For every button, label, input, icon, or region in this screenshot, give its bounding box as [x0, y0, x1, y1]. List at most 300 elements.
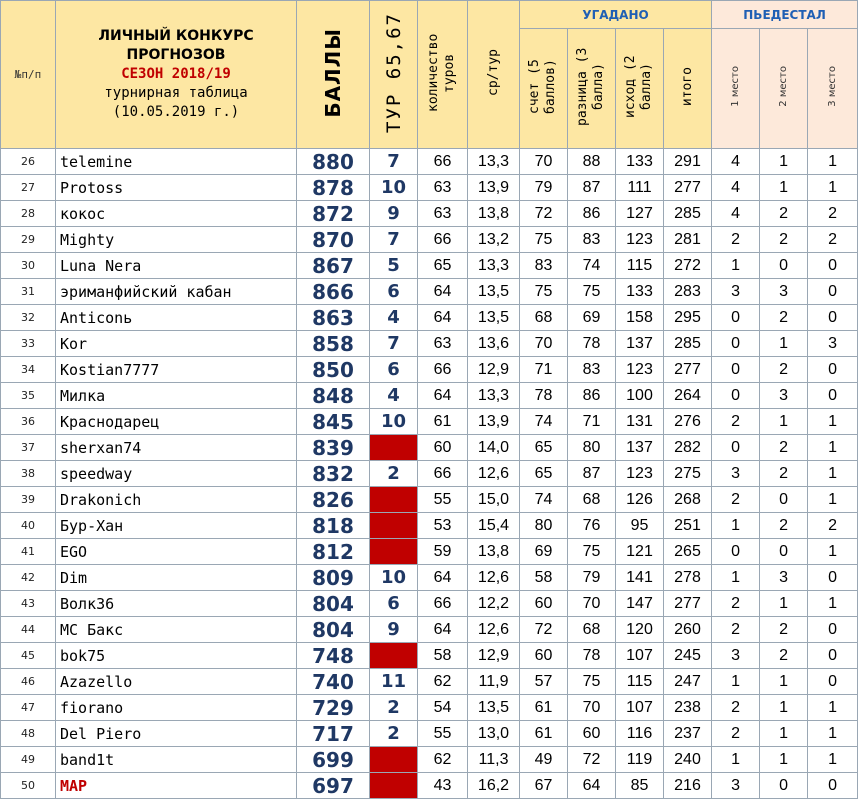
tours-count-cell: 53	[418, 513, 468, 539]
score-cell: 72	[520, 617, 568, 643]
avg-cell: 13,3	[468, 383, 520, 409]
tour-cell: 4	[370, 305, 418, 331]
avg-cell: 13,6	[468, 331, 520, 357]
outcome-cell: 115	[616, 253, 664, 279]
participant-name: Del Piero	[56, 721, 297, 747]
title-line1: ЛИЧНЫЙ КОНКУРС	[98, 28, 254, 44]
score-cell: 70	[520, 331, 568, 357]
row-number: 46	[1, 669, 56, 695]
score-cell: 74	[520, 409, 568, 435]
title-line2: ПРОГНОЗОВ	[126, 47, 226, 63]
points-cell: 863	[297, 305, 370, 331]
score-cell: 65	[520, 435, 568, 461]
table-row	[1, 383, 858, 409]
tours-count-cell: 55	[418, 721, 468, 747]
outcome-cell: 116	[616, 721, 664, 747]
row-number: 26	[1, 149, 56, 175]
place1-label: 1 место	[730, 66, 742, 107]
place2-cell: 3	[760, 279, 808, 305]
outcome-label: исход (2 балла)	[622, 55, 654, 118]
tour-cell: 9	[370, 201, 418, 227]
place1-cell: 2	[712, 227, 760, 253]
table-row	[1, 331, 858, 357]
row-number: 36	[1, 409, 56, 435]
place3-cell: 3	[808, 331, 858, 357]
place2-cell: 2	[760, 643, 808, 669]
place1-cell: 0	[712, 331, 760, 357]
place1-cell: 0	[712, 539, 760, 565]
points-cell: 878	[297, 175, 370, 201]
place2-cell: 3	[760, 565, 808, 591]
place1-cell: 0	[712, 435, 760, 461]
place1-cell: 2	[712, 591, 760, 617]
tour-cell: 2	[370, 461, 418, 487]
place2-cell: 1	[760, 331, 808, 357]
row-number: 35	[1, 383, 56, 409]
total-cell: 272	[664, 253, 712, 279]
total-cell: 238	[664, 695, 712, 721]
total-label: итого	[679, 66, 695, 107]
points-cell: 804	[297, 617, 370, 643]
points-cell: 870	[297, 227, 370, 253]
season-label: СЕЗОН 2018/19	[121, 66, 231, 82]
tour-cell: 7	[370, 331, 418, 357]
place3-cell: 1	[808, 175, 858, 201]
outcome-cell: 123	[616, 461, 664, 487]
place1-cell: 3	[712, 461, 760, 487]
tours-count-cell: 62	[418, 669, 468, 695]
avg-cell: 13,2	[468, 227, 520, 253]
table-row	[1, 617, 858, 643]
total-cell: 277	[664, 357, 712, 383]
points-cell: 826	[297, 487, 370, 513]
row-number: 27	[1, 175, 56, 201]
header-score	[520, 29, 568, 149]
place2-cell: 0	[760, 253, 808, 279]
total-cell: 260	[664, 617, 712, 643]
tour-cell	[370, 435, 418, 461]
avg-cell: 13,5	[468, 279, 520, 305]
score-cell: 57	[520, 669, 568, 695]
points-label: БАЛЛЫ	[321, 27, 345, 118]
score-label: счет (5 баллов)	[526, 59, 558, 114]
header-diff	[568, 29, 616, 149]
place1-cell: 2	[712, 487, 760, 513]
outcome-cell: 107	[616, 643, 664, 669]
participant-name: sherxan74	[56, 435, 297, 461]
table-row	[1, 721, 858, 747]
place2-cell: 2	[760, 513, 808, 539]
row-number: 48	[1, 721, 56, 747]
total-cell: 281	[664, 227, 712, 253]
points-cell: 848	[297, 383, 370, 409]
row-number: 43	[1, 591, 56, 617]
participant-name: эриманфийский кабан	[56, 279, 297, 305]
participant-name: Kostian7777	[56, 357, 297, 383]
diff-cell: 70	[568, 695, 616, 721]
row-number: 29	[1, 227, 56, 253]
tour-cell	[370, 487, 418, 513]
outcome-cell: 123	[616, 357, 664, 383]
participant-name: Luna Nera	[56, 253, 297, 279]
row-number: 39	[1, 487, 56, 513]
tours-count-cell: 66	[418, 461, 468, 487]
avg-cell: 11,3	[468, 747, 520, 773]
diff-cell: 87	[568, 175, 616, 201]
tours-count-cell: 65	[418, 253, 468, 279]
place1-cell: 4	[712, 201, 760, 227]
diff-cell: 70	[568, 591, 616, 617]
table-row	[1, 149, 858, 175]
tours-count-cell: 64	[418, 383, 468, 409]
place3-cell: 1	[808, 747, 858, 773]
place3-label: 3 место	[827, 66, 839, 107]
table-row	[1, 695, 858, 721]
header-num: №п/п	[1, 1, 56, 149]
table-row	[1, 747, 858, 773]
table-row	[1, 591, 858, 617]
place2-cell: 0	[760, 539, 808, 565]
place2-cell: 1	[760, 409, 808, 435]
participant-name: Protoss	[56, 175, 297, 201]
outcome-cell: 123	[616, 227, 664, 253]
points-cell: 872	[297, 201, 370, 227]
outcome-cell: 115	[616, 669, 664, 695]
place1-cell: 4	[712, 175, 760, 201]
row-number: 50	[1, 773, 56, 799]
diff-cell: 86	[568, 383, 616, 409]
table-row	[1, 565, 858, 591]
place3-cell: 1	[808, 149, 858, 175]
place2-cell: 2	[760, 617, 808, 643]
table-row	[1, 201, 858, 227]
place2-cell: 3	[760, 383, 808, 409]
header-tour	[370, 1, 418, 149]
table-row	[1, 175, 858, 201]
outcome-cell: 95	[616, 513, 664, 539]
place1-cell: 2	[712, 409, 760, 435]
participant-name: Drakonich	[56, 487, 297, 513]
participant-name: MAP	[56, 773, 297, 799]
row-number: 44	[1, 617, 56, 643]
place1-cell: 0	[712, 357, 760, 383]
outcome-cell: 126	[616, 487, 664, 513]
diff-cell: 76	[568, 513, 616, 539]
avg-cell: 12,2	[468, 591, 520, 617]
header-outcome	[616, 29, 664, 149]
avg-cell: 12,9	[468, 643, 520, 669]
podium-group: ПЬЕДЕСТАЛ	[712, 1, 858, 29]
total-cell: 291	[664, 149, 712, 175]
outcome-cell: 119	[616, 747, 664, 773]
participant-name: bok75	[56, 643, 297, 669]
header-tours-count	[418, 1, 468, 149]
outcome-cell: 85	[616, 773, 664, 799]
place1-cell: 0	[712, 305, 760, 331]
place3-cell: 2	[808, 201, 858, 227]
place3-cell: 2	[808, 227, 858, 253]
avg-cell: 16,2	[468, 773, 520, 799]
score-cell: 61	[520, 721, 568, 747]
avg-cell: 14,0	[468, 435, 520, 461]
tours-count-cell: 64	[418, 565, 468, 591]
diff-cell: 75	[568, 279, 616, 305]
participant-name: Бур-Хан	[56, 513, 297, 539]
place3-cell: 1	[808, 487, 858, 513]
tour-cell	[370, 773, 418, 799]
participant-name: speedway	[56, 461, 297, 487]
avg-cell: 13,0	[468, 721, 520, 747]
diff-cell: 72	[568, 747, 616, 773]
place3-cell: 1	[808, 695, 858, 721]
score-cell: 78	[520, 383, 568, 409]
subtitle-label: турнирная таблица	[104, 85, 248, 101]
place2-cell: 1	[760, 695, 808, 721]
avg-cell: 13,8	[468, 539, 520, 565]
place2-cell: 2	[760, 461, 808, 487]
place3-cell: 0	[808, 357, 858, 383]
tour-cell: 9	[370, 617, 418, 643]
points-cell: 845	[297, 409, 370, 435]
place3-cell: 2	[808, 513, 858, 539]
place3-cell: 1	[808, 539, 858, 565]
avg-cell: 12,6	[468, 617, 520, 643]
outcome-cell: 137	[616, 435, 664, 461]
outcome-cell: 137	[616, 331, 664, 357]
avg-cell: 13,9	[468, 409, 520, 435]
outcome-cell: 141	[616, 565, 664, 591]
table-row	[1, 773, 858, 799]
score-cell: 70	[520, 149, 568, 175]
participant-name: fiorano	[56, 695, 297, 721]
participant-name: EGO	[56, 539, 297, 565]
tours-count-label: количество туров	[425, 33, 457, 112]
place2-cell: 2	[760, 435, 808, 461]
table-row	[1, 227, 858, 253]
participant-name: Краснодарец	[56, 409, 297, 435]
place1-cell: 0	[712, 383, 760, 409]
diff-cell: 68	[568, 487, 616, 513]
score-cell: 65	[520, 461, 568, 487]
table-row	[1, 357, 858, 383]
avg-cell: 11,9	[468, 669, 520, 695]
table-row	[1, 409, 858, 435]
avg-cell: 13,3	[468, 253, 520, 279]
place1-cell: 3	[712, 279, 760, 305]
points-cell: 839	[297, 435, 370, 461]
row-number: 32	[1, 305, 56, 331]
tour-cell: 10	[370, 175, 418, 201]
participant-name: telemine	[56, 149, 297, 175]
place2-cell: 1	[760, 721, 808, 747]
outcome-cell: 133	[616, 149, 664, 175]
place2-cell: 1	[760, 591, 808, 617]
total-cell: 247	[664, 669, 712, 695]
score-cell: 75	[520, 279, 568, 305]
avg-cell: 15,0	[468, 487, 520, 513]
diff-cell: 71	[568, 409, 616, 435]
total-cell: 275	[664, 461, 712, 487]
row-number: 30	[1, 253, 56, 279]
total-cell: 265	[664, 539, 712, 565]
tour-cell: 5	[370, 253, 418, 279]
score-cell: 74	[520, 487, 568, 513]
place2-cell: 0	[760, 487, 808, 513]
tour-cell: 11	[370, 669, 418, 695]
header-total	[664, 29, 712, 149]
total-cell: 277	[664, 591, 712, 617]
participant-name: MC Бакс	[56, 617, 297, 643]
tour-cell: 6	[370, 591, 418, 617]
outcome-cell: 107	[616, 695, 664, 721]
diff-cell: 60	[568, 721, 616, 747]
row-number: 31	[1, 279, 56, 305]
row-number: 41	[1, 539, 56, 565]
tour-cell	[370, 513, 418, 539]
diff-cell: 75	[568, 539, 616, 565]
points-cell: 740	[297, 669, 370, 695]
place3-cell: 1	[808, 461, 858, 487]
tours-count-cell: 58	[418, 643, 468, 669]
table-row	[1, 487, 858, 513]
tours-count-cell: 64	[418, 617, 468, 643]
outcome-cell: 121	[616, 539, 664, 565]
participant-name: Dim	[56, 565, 297, 591]
score-cell: 67	[520, 773, 568, 799]
tour-cell: 2	[370, 721, 418, 747]
place1-cell: 1	[712, 747, 760, 773]
header-place3	[808, 29, 858, 149]
total-cell: 240	[664, 747, 712, 773]
participant-name: Anticonь	[56, 305, 297, 331]
row-number: 49	[1, 747, 56, 773]
header-place1	[712, 29, 760, 149]
score-cell: 58	[520, 565, 568, 591]
participant-name: Милка	[56, 383, 297, 409]
tours-count-cell: 59	[418, 539, 468, 565]
row-number: 40	[1, 513, 56, 539]
diff-cell: 88	[568, 149, 616, 175]
outcome-cell: 147	[616, 591, 664, 617]
place3-cell: 1	[808, 591, 858, 617]
diff-cell: 87	[568, 461, 616, 487]
table-row	[1, 669, 858, 695]
avg-cell: 12,6	[468, 565, 520, 591]
place2-cell: 2	[760, 227, 808, 253]
score-cell: 60	[520, 643, 568, 669]
row-number: 42	[1, 565, 56, 591]
header-points	[297, 1, 370, 149]
tours-count-cell: 62	[418, 747, 468, 773]
participant-name: Kor	[56, 331, 297, 357]
table-row	[1, 253, 858, 279]
participant-name: Mighty	[56, 227, 297, 253]
points-cell: 818	[297, 513, 370, 539]
avg-label: ср/тур	[485, 49, 501, 96]
tours-count-cell: 60	[418, 435, 468, 461]
place3-cell: 1	[808, 409, 858, 435]
place2-cell: 1	[760, 669, 808, 695]
place1-cell: 3	[712, 643, 760, 669]
tour-cell: 10	[370, 565, 418, 591]
diff-cell: 78	[568, 331, 616, 357]
tours-count-cell: 63	[418, 331, 468, 357]
place3-cell: 0	[808, 305, 858, 331]
place3-cell: 0	[808, 669, 858, 695]
place3-cell: 0	[808, 773, 858, 799]
place3-cell: 0	[808, 253, 858, 279]
header-avg	[468, 1, 520, 149]
total-cell: 276	[664, 409, 712, 435]
tours-count-cell: 63	[418, 175, 468, 201]
avg-cell: 15,4	[468, 513, 520, 539]
row-number: 33	[1, 331, 56, 357]
avg-cell: 13,8	[468, 201, 520, 227]
place3-cell: 0	[808, 279, 858, 305]
table-row	[1, 539, 858, 565]
tours-count-cell: 64	[418, 305, 468, 331]
total-cell: 282	[664, 435, 712, 461]
tour-cell: 10	[370, 409, 418, 435]
total-cell: 285	[664, 201, 712, 227]
participant-name: band1t	[56, 747, 297, 773]
avg-cell: 13,9	[468, 175, 520, 201]
avg-cell: 13,5	[468, 305, 520, 331]
tours-count-cell: 55	[418, 487, 468, 513]
outcome-cell: 127	[616, 201, 664, 227]
diff-cell: 83	[568, 357, 616, 383]
place3-cell: 1	[808, 435, 858, 461]
table-row	[1, 279, 858, 305]
tour-cell: 2	[370, 695, 418, 721]
diff-cell: 69	[568, 305, 616, 331]
place3-cell: 1	[808, 721, 858, 747]
points-cell: 812	[297, 539, 370, 565]
diff-cell: 79	[568, 565, 616, 591]
tour-cell	[370, 643, 418, 669]
row-number: 38	[1, 461, 56, 487]
points-cell: 867	[297, 253, 370, 279]
points-cell: 697	[297, 773, 370, 799]
place1-cell: 1	[712, 253, 760, 279]
score-cell: 68	[520, 305, 568, 331]
score-cell: 83	[520, 253, 568, 279]
outcome-cell: 133	[616, 279, 664, 305]
place1-cell: 2	[712, 695, 760, 721]
avg-cell: 12,9	[468, 357, 520, 383]
place2-cell: 2	[760, 201, 808, 227]
place1-cell: 1	[712, 565, 760, 591]
table-row	[1, 435, 858, 461]
score-cell: 79	[520, 175, 568, 201]
points-cell: 699	[297, 747, 370, 773]
score-cell: 69	[520, 539, 568, 565]
total-cell: 245	[664, 643, 712, 669]
tours-count-cell: 54	[418, 695, 468, 721]
table-row	[1, 513, 858, 539]
points-cell: 880	[297, 149, 370, 175]
score-cell: 60	[520, 591, 568, 617]
place1-cell: 1	[712, 669, 760, 695]
tour-cell: 4	[370, 383, 418, 409]
place3-cell: 0	[808, 565, 858, 591]
date-label: (10.05.2019 г.)	[112, 104, 240, 120]
diff-cell: 80	[568, 435, 616, 461]
guessed-group: УГАДАНО	[520, 1, 712, 29]
place1-cell: 3	[712, 773, 760, 799]
place2-cell: 0	[760, 773, 808, 799]
points-cell: 717	[297, 721, 370, 747]
